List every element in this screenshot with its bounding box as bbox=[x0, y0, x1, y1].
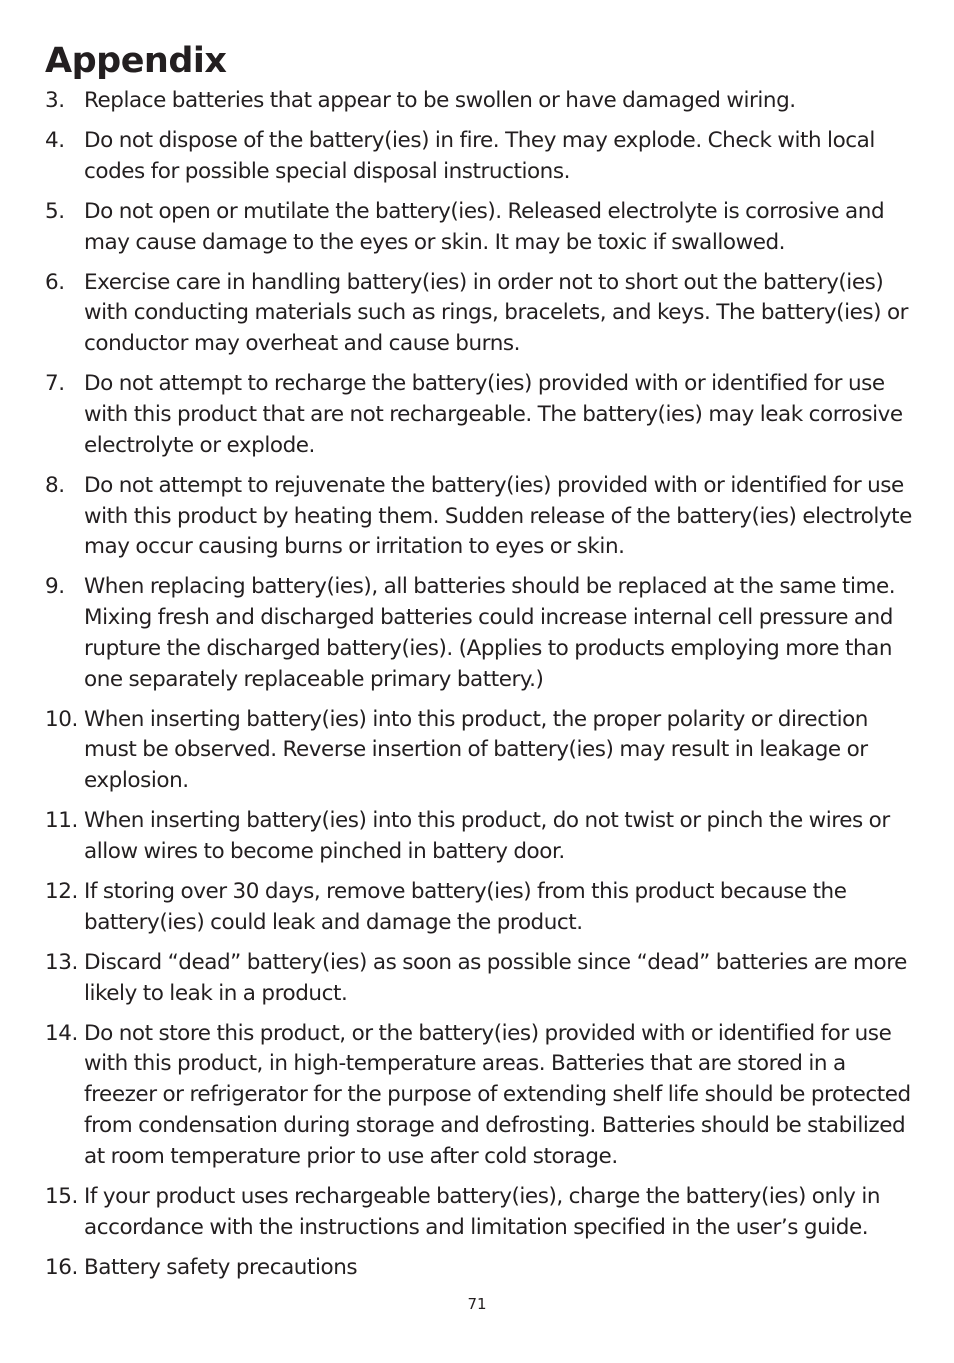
item-text: When inserting battery(ies) into this product, the proper polarity or direction must be observed. Reverse insertion of battery(ies) may result in leakage or explosion. bbox=[84, 706, 868, 794]
item-text: Do not dispose of the battery(ies) in fire. They may explode. Check with local codes for possible special disposal instructions. bbox=[84, 127, 875, 184]
battery-safety-list bbox=[45, 86, 915, 1293]
item-number: 14. bbox=[45, 1020, 78, 1046]
item-text: Do not open or mutilate the battery(ies). Released electrolyte is corrosive and may cause damage to the eyes or skin. It may be toxic if swallowed. bbox=[84, 198, 885, 255]
item-number: 3. bbox=[45, 88, 65, 113]
item-number: 5. bbox=[45, 198, 65, 224]
list-item bbox=[45, 877, 915, 939]
item-number: 10. bbox=[45, 706, 78, 732]
page-title: Appendix bbox=[45, 41, 227, 81]
item-number: 15. bbox=[45, 1183, 78, 1209]
item-number: 7. bbox=[45, 371, 65, 397]
item-number: 16. bbox=[45, 1254, 78, 1280]
item-text: Replace batteries that appear to be swollen or have damaged wiring. bbox=[84, 88, 796, 113]
item-number: 11. bbox=[45, 808, 78, 834]
item-number: 12. bbox=[45, 879, 78, 905]
list-item bbox=[45, 86, 915, 117]
page-number: 71 bbox=[467, 1295, 487, 1313]
list-item bbox=[45, 948, 915, 1010]
item-text: Discard “dead” battery(ies) as soon as possible since “dead” batteries are more likely to leak in a product. bbox=[84, 949, 907, 1006]
item-text: When replacing battery(ies), all batteries should be replaced at the same time. Mixing fresh and discharged batteries could increase internal cell pressure and rupture the discharged battery(ies). (Applies to products employing more than one separately replaceable primary battery.) bbox=[84, 574, 896, 692]
list-item bbox=[45, 471, 915, 563]
list-item bbox=[45, 1019, 915, 1173]
list-item bbox=[45, 572, 915, 695]
item-text: If storing over 30 days, remove battery(ies) from this product because the battery(ies) could leak and damage the product. bbox=[84, 879, 847, 935]
list-item bbox=[45, 806, 915, 868]
item-number: 9. bbox=[45, 574, 65, 600]
list-item bbox=[45, 369, 915, 461]
item-text: When inserting battery(ies) into this product, do not twist or pinch the wires or allow wires to become pinched in battery door. bbox=[84, 808, 890, 865]
item-number: 4. bbox=[45, 127, 65, 153]
item-text: Do not attempt to recharge the battery(ies) provided with or identified for use with this product that are not rechargeable. The battery(ies) may leak corrosive electrolyte or explode. bbox=[84, 371, 903, 458]
list-item bbox=[45, 197, 915, 259]
item-text: Battery safety precautions bbox=[84, 1254, 358, 1280]
item-text: Do not attempt to rejuvenate the battery(ies) provided with or identified for use with this product by heating them. Sudden release of the battery(ies) electrolyte may occur causing burns or irritation to eyes or skin. bbox=[84, 472, 912, 560]
item-number: 13. bbox=[45, 949, 78, 975]
list-item bbox=[45, 705, 915, 797]
list-item bbox=[45, 1253, 915, 1284]
list-item bbox=[45, 126, 915, 188]
item-number: 6. bbox=[45, 269, 65, 295]
list-item bbox=[45, 1182, 915, 1244]
item-text: Do not store this product, or the battery(ies) provided with or identified for use with this product, in high-temperature areas. Batteries that are stored in a freezer or refrigerator for the purpose of extending shelf life should be protected from condensation during storage and defrosting. Batteries should be stabilized at room temperature prior to use after cold storage. bbox=[84, 1020, 911, 1169]
list-item bbox=[45, 268, 915, 360]
item-text: Exercise care in handling battery(ies) in order not to short out the battery(ies) with conducting materials such as rings, bracelets, and keys. The battery(ies) or conductor may overheat and cause burns. bbox=[84, 269, 909, 357]
item-text: If your product uses rechargeable battery(ies), charge the battery(ies) only in accordance with the instructions and limitation specified in the user’s guide. bbox=[84, 1183, 881, 1240]
item-number: 8. bbox=[45, 472, 65, 498]
